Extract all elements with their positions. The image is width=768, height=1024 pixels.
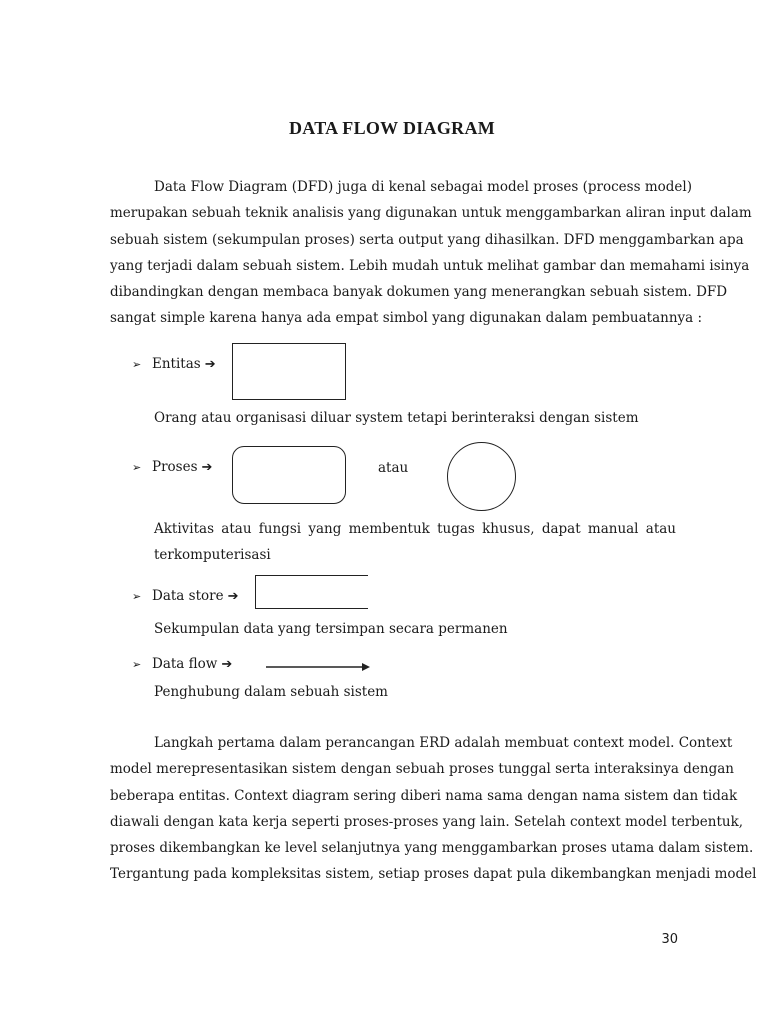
right-arrow-icon: ➔: [201, 459, 213, 475]
process-circle-symbol: [447, 442, 516, 511]
data-flow-arrow-symbol: [264, 660, 374, 674]
intro-line: yang terjadi dalam sebuah sistem. Lebih mudah untuk melihat gambar dan memahami isinya: [110, 257, 750, 274]
closing-line: Tergantung pada kompleksitas sistem, setiap proses dapat pula dikembangkan menjadi model: [110, 866, 757, 883]
data-flow-label: Data flow: [152, 656, 218, 672]
chevron-bullet-icon: ➢: [132, 657, 142, 671]
intro-line: merupakan sebuah teknik analisis yang digunakan untuk menggambarkan aliran input dalam: [110, 205, 752, 222]
chevron-bullet-icon: ➢: [132, 460, 142, 474]
closing-line: proses dikembangkan ke level selanjutnya yang menggambarkan proses utama dalam sistem.: [110, 840, 754, 857]
right-arrow-icon: ➔: [204, 356, 216, 372]
page-number: 30: [661, 932, 678, 947]
data-store-description: Sekumpulan data yang tersimpan secara permanen: [154, 621, 508, 637]
intro-line: sebuah sistem (sekumpulan proses) serta output yang dihasilkan. DFD menggambarkan apa: [110, 231, 744, 248]
closing-line: model merepresentasikan sistem dengan sebuah proses tunggal serta interaksinya dengan: [110, 761, 734, 778]
intro-line: Data Flow Diagram (DFD) juga di kenal sebagai model proses (process model): [154, 179, 692, 195]
right-arrow-icon: ➔: [221, 656, 233, 672]
data-store-label: Data store: [152, 588, 224, 604]
data-flow-description: Penghubung dalam sebuah sistem: [154, 684, 388, 700]
bullet-data-store: [132, 588, 238, 604]
closing-paragraph: [110, 730, 757, 888]
entitas-label: Entitas: [152, 356, 201, 372]
bullet-data-flow: [132, 656, 232, 672]
right-arrow-icon: ➔: [227, 588, 239, 604]
entity-rectangle-symbol: [232, 343, 346, 400]
closing-line: beberapa entitas. Context diagram sering diberi nama sama dengan nama sistem dan tidak: [110, 787, 738, 804]
data-store-symbol: [255, 575, 368, 609]
page-title: DATA FLOW DIAGRAM: [288, 118, 496, 138]
chevron-bullet-icon: ➢: [132, 357, 142, 371]
intro-paragraph: [110, 174, 752, 332]
proses-alt-label: atau: [378, 460, 409, 476]
proses-description-line: Aktivitas atau fungsi yang membentuk tugas khusus, dapat manual atau: [154, 521, 676, 537]
closing-line: diawali dengan kata kerja seperti proses-proses yang lain. Setelah context model terbentuk,: [110, 813, 744, 830]
proses-description: [154, 516, 676, 569]
bullet-entitas: [132, 356, 216, 372]
entitas-description: Orang atau organisasi diluar system tetapi berinteraksi dengan sistem: [154, 410, 639, 426]
proses-description-line: terkomputerisasi: [154, 547, 271, 564]
bullet-proses: [132, 459, 212, 475]
intro-line: sangat simple karena hanya ada empat simbol yang digunakan dalam pembuatannya :: [110, 310, 703, 327]
closing-line: Langkah pertama dalam perancangan ERD adalah membuat context model. Context: [154, 735, 733, 751]
intro-line: dibandingkan dengan membaca banyak dokumen yang menerangkan sebuah sistem. DFD: [110, 284, 728, 301]
process-rounded-rect-symbol: [232, 446, 346, 504]
chevron-bullet-icon: ➢: [132, 589, 142, 603]
proses-label: Proses: [152, 459, 198, 475]
